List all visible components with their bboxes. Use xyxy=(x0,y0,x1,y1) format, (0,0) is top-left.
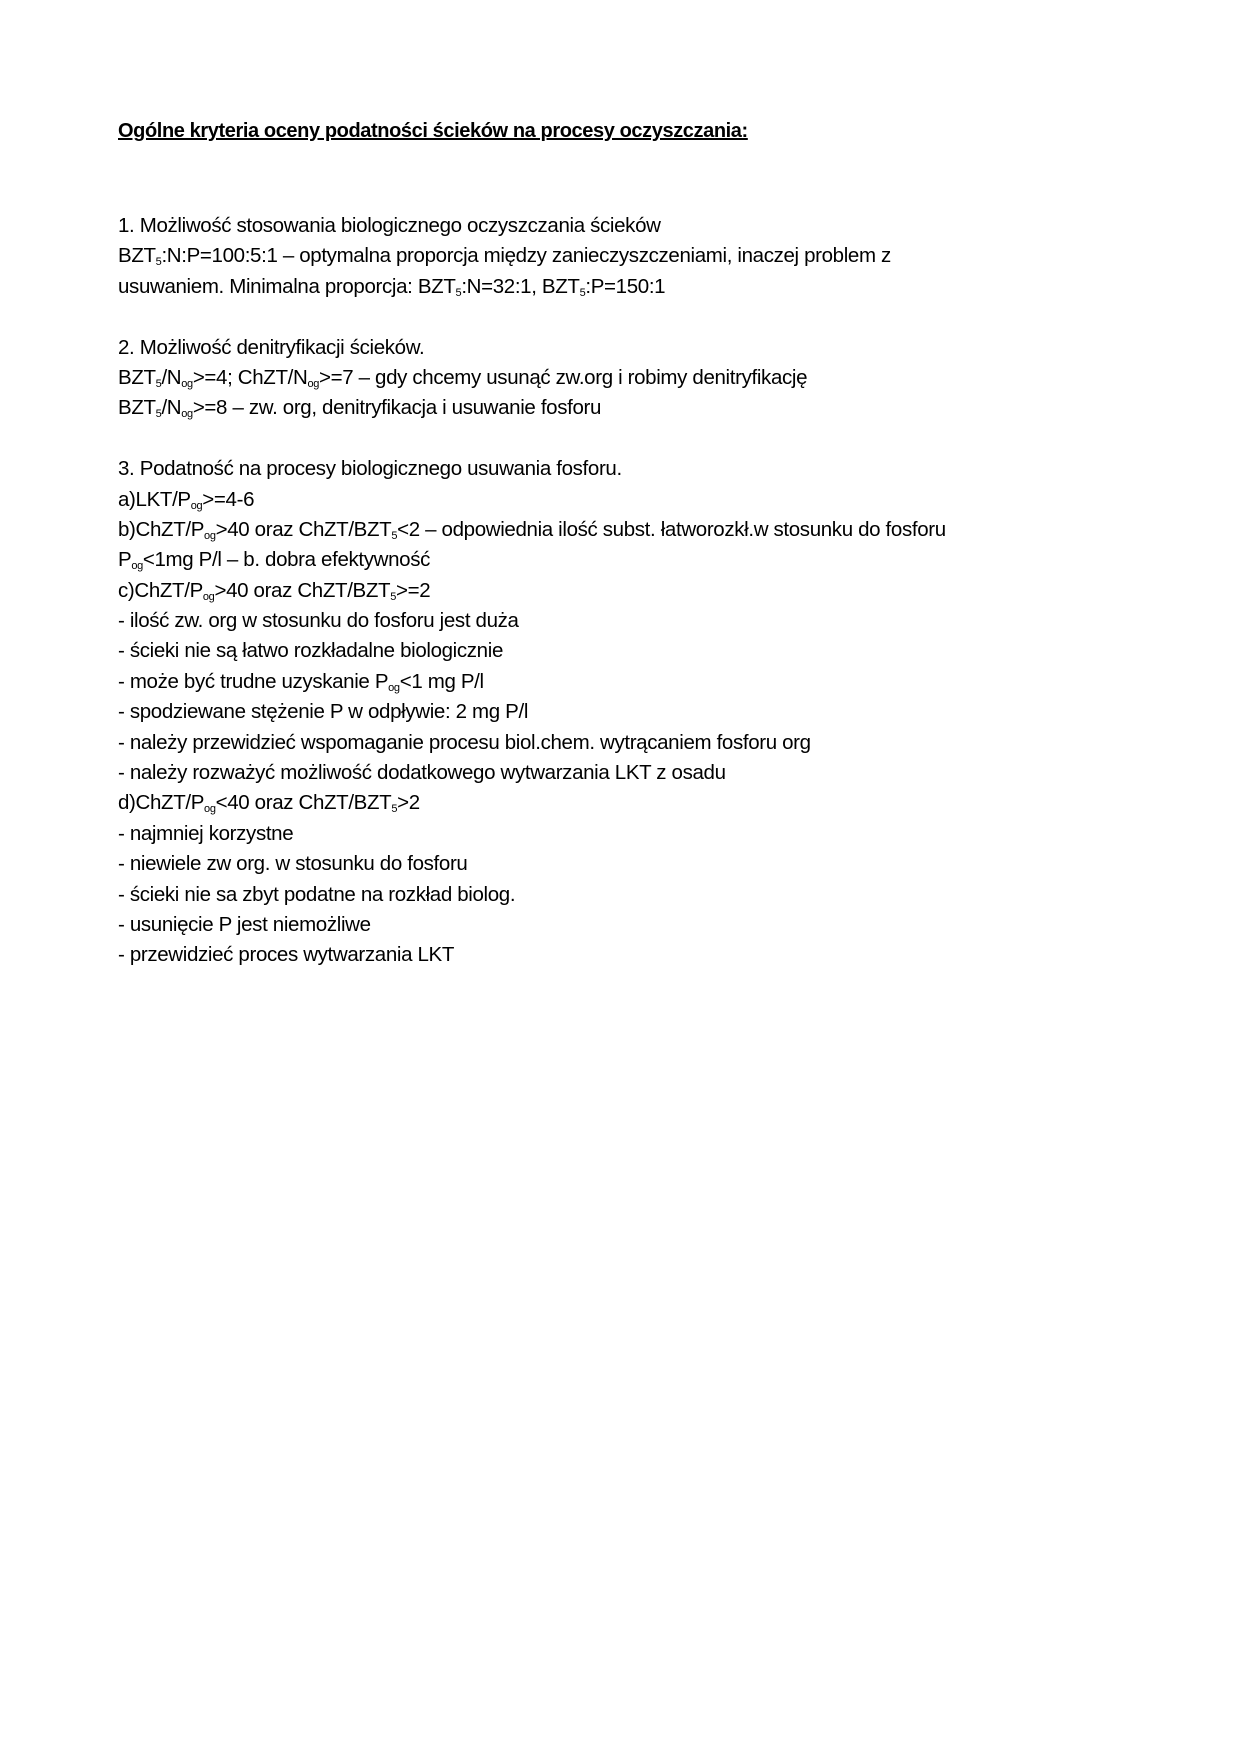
text-segment: 3. Podatność na procesy biologicznego usuwania fosforu. xyxy=(118,457,622,481)
text-line xyxy=(118,576,946,606)
text-segment: :N:P=100:5:1 – optymalna proporcja między zanieczyszczeniami, inaczej problem z xyxy=(161,244,891,268)
text-segment: d)ChZT/P xyxy=(118,791,205,815)
text-segment: >=8 – zw. org, denitryfikacja i usuwanie fosforu xyxy=(192,396,602,420)
text-line xyxy=(118,485,946,515)
text-segment: /N xyxy=(161,365,182,389)
text-segment: b)ChZT/P xyxy=(118,517,205,541)
subscript: 5 xyxy=(155,377,162,390)
text-line xyxy=(118,211,946,241)
text-segment: :P=150:1 xyxy=(585,274,666,298)
text-segment: <1mg P/l – b. dobra efektywność xyxy=(142,548,431,572)
text-line xyxy=(118,758,946,788)
text-line xyxy=(118,333,946,363)
text-segment: - ilość zw. org w stosunku do fosforu jest duża xyxy=(118,609,519,633)
text-segment: >=2 xyxy=(396,578,431,602)
text-line xyxy=(118,849,946,879)
text-segment: a)LKT/P xyxy=(118,487,191,511)
text-segment: <1 mg P/l xyxy=(399,669,484,693)
text-line xyxy=(118,697,946,727)
text-segment: >40 oraz ChZT/BZT xyxy=(214,578,391,602)
text-segment: >=4-6 xyxy=(202,487,255,511)
subscript: og xyxy=(202,590,215,603)
text-segment: 1. Możliwość stosowania biologicznego oczyszczania ścieków xyxy=(118,214,661,237)
text-segment: 2. Możliwość denitryfikacji ścieków. xyxy=(118,335,425,359)
subscript: og xyxy=(190,499,203,512)
subscript: 5 xyxy=(455,286,462,299)
text-segment: - niewiele zw org. w stosunku do fosforu xyxy=(118,852,468,876)
blank-line xyxy=(118,302,946,332)
text-segment: - usunięcie P jest niemożliwe xyxy=(118,912,371,936)
text-line xyxy=(118,880,946,910)
text-line xyxy=(118,910,946,940)
text-segment: <40 oraz ChZT/BZT xyxy=(215,791,392,815)
text-line xyxy=(118,788,946,818)
subscript: og xyxy=(181,377,193,390)
text-line xyxy=(118,636,946,666)
subscript: og xyxy=(388,681,400,694)
text-segment: - należy rozważyć możliwość dodatkowego wytwarzania LKT z osadu xyxy=(118,761,726,785)
document-title: Ogólne kryteria oceny podatności ścieków na procesy oczyszczania: xyxy=(118,120,748,142)
subscript: og xyxy=(181,408,193,421)
text-segment: usuwaniem. Minimalna proporcja: BZT xyxy=(118,274,456,298)
subscript: og xyxy=(307,377,319,390)
text-segment: >=7 – gdy chcemy usunąć zw.org i robimy denitryfikację xyxy=(319,365,808,389)
text-segment: - ścieki nie są łatwo rozkładalne biologicznie xyxy=(118,639,503,663)
subscript: 5 xyxy=(391,529,398,542)
text-segment: BZT xyxy=(118,396,156,420)
subscript: 5 xyxy=(155,408,162,421)
text-line xyxy=(118,515,946,545)
text-line xyxy=(118,454,946,484)
text-line xyxy=(118,363,946,393)
text-line xyxy=(118,940,946,970)
text-segment: >40 oraz ChZT/BZT xyxy=(215,517,392,541)
text-segment: <2 – odpowiednia ilość subst. łatworozkł.w stosunku do fosforu xyxy=(397,517,946,541)
subscript: og xyxy=(131,560,143,573)
text-segment: P xyxy=(118,548,132,572)
text-segment: - przewidzieć proces wytwarzania LKT xyxy=(118,943,455,967)
text-segment: - ścieki nie sa zbyt podatne na rozkład biolog. xyxy=(118,882,516,906)
text-line xyxy=(118,728,946,758)
text-segment: BZT xyxy=(118,365,156,389)
text-line xyxy=(118,667,946,697)
text-segment: :N=32:1, BZT xyxy=(461,274,580,298)
text-segment: >=4; ChZT/N xyxy=(192,365,308,389)
text-line xyxy=(118,272,946,302)
subscript: 5 xyxy=(155,256,162,269)
subscript: og xyxy=(204,529,216,542)
text-line xyxy=(118,545,946,575)
blank-line xyxy=(118,424,946,454)
document-body xyxy=(118,211,946,971)
text-segment: - najmniej korzystne xyxy=(118,821,294,845)
text-line xyxy=(118,606,946,636)
text-line xyxy=(118,393,946,423)
subscript: 5 xyxy=(579,286,586,299)
text-segment: /N xyxy=(161,396,182,420)
subscript: og xyxy=(204,803,216,816)
text-line xyxy=(118,241,946,271)
text-segment: - spodziewane stężenie P w odpływie: 2 mg P/l xyxy=(118,700,529,724)
text-segment: BZT xyxy=(118,244,156,268)
text-line xyxy=(118,819,946,849)
text-segment: c)ChZT/P xyxy=(118,578,203,602)
text-segment: >2 xyxy=(397,791,420,815)
subscript: 5 xyxy=(391,803,398,816)
text-segment: - może być trudne uzyskanie P xyxy=(118,669,389,693)
text-segment: - należy przewidzieć wspomaganie procesu biol.chem. wytrącaniem fosforu org xyxy=(118,730,811,754)
subscript: 5 xyxy=(390,590,396,603)
